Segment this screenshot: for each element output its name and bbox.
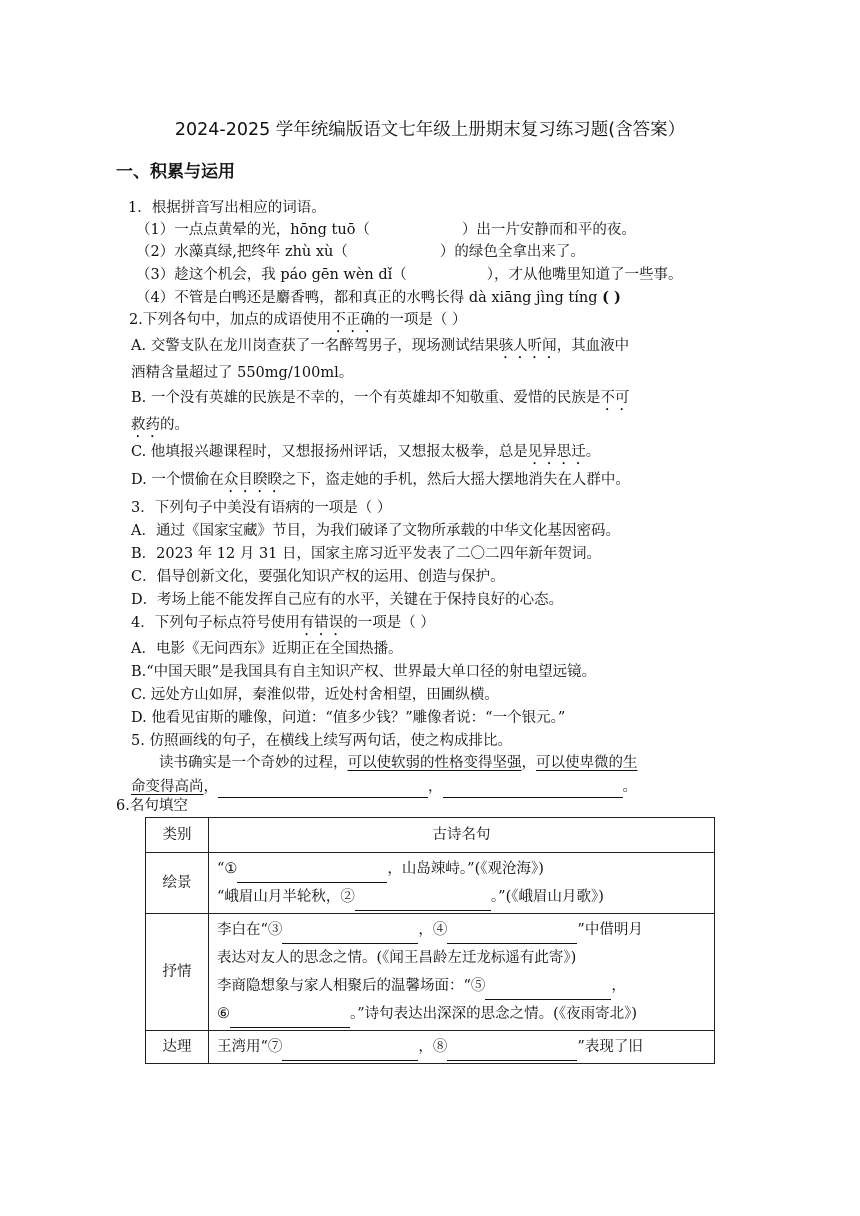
q1-item-2: （2）水藻真绿,把终年 zhù xù（ ）的绿色全拿出来了。 [136, 244, 585, 260]
q1-item-1: （1）一点点黄晕的光，hōng tuō（ ）出一片安静而和平的夜。 [136, 222, 636, 238]
q1-stem: 1．根据拼音写出相应的词语。 [128, 200, 326, 216]
page-title: 2024-2025 学年统编版语文七年级上册期末复习练习题(含答案） [174, 120, 686, 140]
poem-line: “峨眉山月半轮秋，② 。”(《峨眉山月歌》) [217, 883, 706, 911]
poem-line: “① ，山岛竦峙。”(《观沧海》) [217, 855, 706, 883]
q3-option-d: D．考场上能不能发挥自己应有的水平，关键在于保持良好的心态。 [131, 592, 564, 608]
header-lines: 古诗名句 [209, 818, 715, 853]
poem-line: 李白在“③ ，④ ”中借明月 [217, 916, 706, 944]
table-header-row [146, 818, 715, 853]
header-category: 类别 [146, 818, 209, 853]
poem-line: 王湾用“⑦ ，⑧ ”表现了旧 [217, 1033, 706, 1061]
poem-line: 表达对友人的思念之情。(《闻王昌龄左迁龙标遥有此寄》) [217, 950, 577, 966]
table-row [146, 1031, 715, 1064]
q5-line-1: 读书确实是一个奇妙的过程，可以使软弱的性格变得坚强，可以使卑微的生 [159, 755, 638, 771]
q3-option-b: B．2023 年 12 月 31 日，国家主席习近平发表了二〇二四年新年贺词。 [131, 546, 602, 562]
q5-line-2: 命变得高尚， ， 。 [131, 776, 637, 798]
row-lines [209, 914, 715, 1031]
q4-option-c: C. 远处方山如屏，秦淮似带，近处村舍相望，田圃纵横。 [131, 687, 499, 703]
q2-option-a-cont: 酒精含量超过了 550mg/100ml。 [131, 365, 354, 381]
section-heading: 一、积累与运用 [116, 162, 235, 182]
q3-stem: 3．下列句子中美没有语病的一项是（ ） [131, 500, 392, 516]
q6-stem: 6.名句填空 [116, 798, 188, 814]
q4-option-a: A．电影《无问西东》近期正在全国热播。 [131, 641, 403, 657]
row-category: 达理 [146, 1031, 209, 1064]
q2-option-b-cont: 救药的。 [131, 417, 189, 433]
q2-stem: 2.下列各句中，加点的成语使用不正确的一项是（ ） [129, 312, 467, 328]
q4-option-b: B.“中国天眼”是我国具有自主知识产权、世界最大单口径的射电望远镜。 [131, 664, 597, 680]
q2-option-a: A. 交警支队在龙川岗查获了一名醉驾男子，现场测试结果骇人听闻，其血液中 [131, 338, 630, 354]
q1-item-4: （4）不管是白鸭还是麝香鸭，都和真正的水鸭长得 dà xiāng jìng tíng ( ) [136, 289, 621, 306]
row-category: 绘景 [146, 853, 209, 914]
q5-stem: 5. 仿照画线的句子，在横线上续写两句话，使之构成排比。 [131, 733, 512, 749]
poem-line: ⑥ 。”诗句表达出深深的思念之情。(《夜雨寄北》) [217, 1000, 706, 1028]
poem-line: 李商隐想象与家人相聚后的温馨场面：“⑤ ， [217, 972, 706, 1000]
row-lines [209, 1031, 715, 1064]
q4-stem: 4．下列句子标点符号使用有错误的一项是（ ） [131, 615, 435, 631]
q1-item-3: （3）趁这个机会，我 páo gēn wèn dǐ（ ），才从他嘴里知道了一些事。 [136, 267, 683, 283]
row-category: 抒情 [146, 914, 209, 1031]
q2-option-b: B. 一个没有英雄的民族是不幸的，一个有英雄却不知敬重、爱惜的民族是不可 [131, 390, 630, 406]
table-row [146, 853, 715, 914]
q4-option-d: D. 他看见宙斯的雕像，问道：“值多少钱？”雕像者说：“一个银元。” [131, 710, 566, 726]
q3-option-c: C．倡导创新文化，要强化知识产权的运用、创造与保护。 [131, 569, 505, 585]
table-row [146, 914, 715, 1031]
q2-option-d: D. 一个惯偷在众目睽睽之下，盗走她的手机，然后大摇大摆地消失在人群中。 [131, 472, 630, 488]
poem-fill-table [145, 817, 715, 1064]
q2-option-c: C. 他填报兴趣课程时，又想报扬州评话，又想报太极拳，总是见异思迁。 [131, 444, 601, 460]
row-lines [209, 853, 715, 914]
q3-option-a: A．通过《国家宝藏》节目，为我们破译了文物所承载的中华文化基因密码。 [131, 523, 620, 539]
